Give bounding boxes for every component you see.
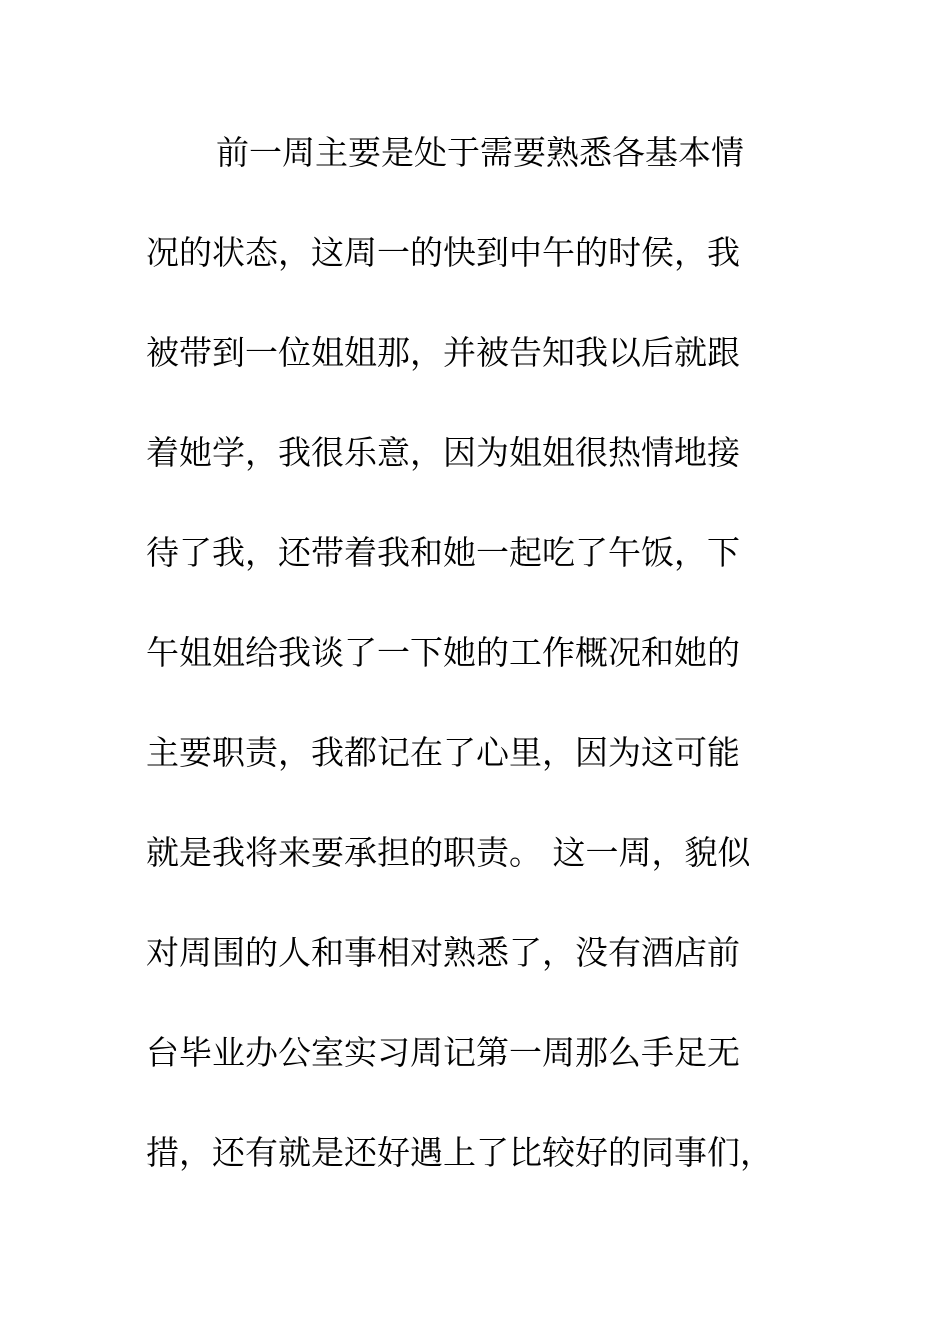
- text-line: 就是我将来要承担的职责。 这一周，貌似: [146, 833, 751, 872]
- text-line: 况的状态，这周一的快到中午的时侯，我: [146, 233, 740, 272]
- text-line: 措，还有就是还好遇上了比较好的同事们，: [146, 1133, 773, 1172]
- text-line: 主要职责，我都记在了心里，因为这可能: [146, 733, 740, 772]
- text-line: 着她学，我很乐意，因为姐姐很热情地接: [146, 433, 740, 472]
- text-line: 前一周主要是处于需要熟悉各基本情: [216, 133, 744, 172]
- text-line: 对周围的人和事相对熟悉了，没有酒店前: [146, 933, 740, 972]
- text-line: 台毕业办公室实习周记第一周那么手足无: [146, 1033, 740, 1072]
- text-line: 午姐姐给我谈了一下她的工作概况和她的: [146, 633, 740, 672]
- text-line: 待了我，还带着我和她一起吃了午饭，下: [146, 533, 740, 572]
- text-line: 被带到一位姐姐那，并被告知我以后就跟: [146, 333, 740, 372]
- body-paragraph: [146, 125, 826, 1225]
